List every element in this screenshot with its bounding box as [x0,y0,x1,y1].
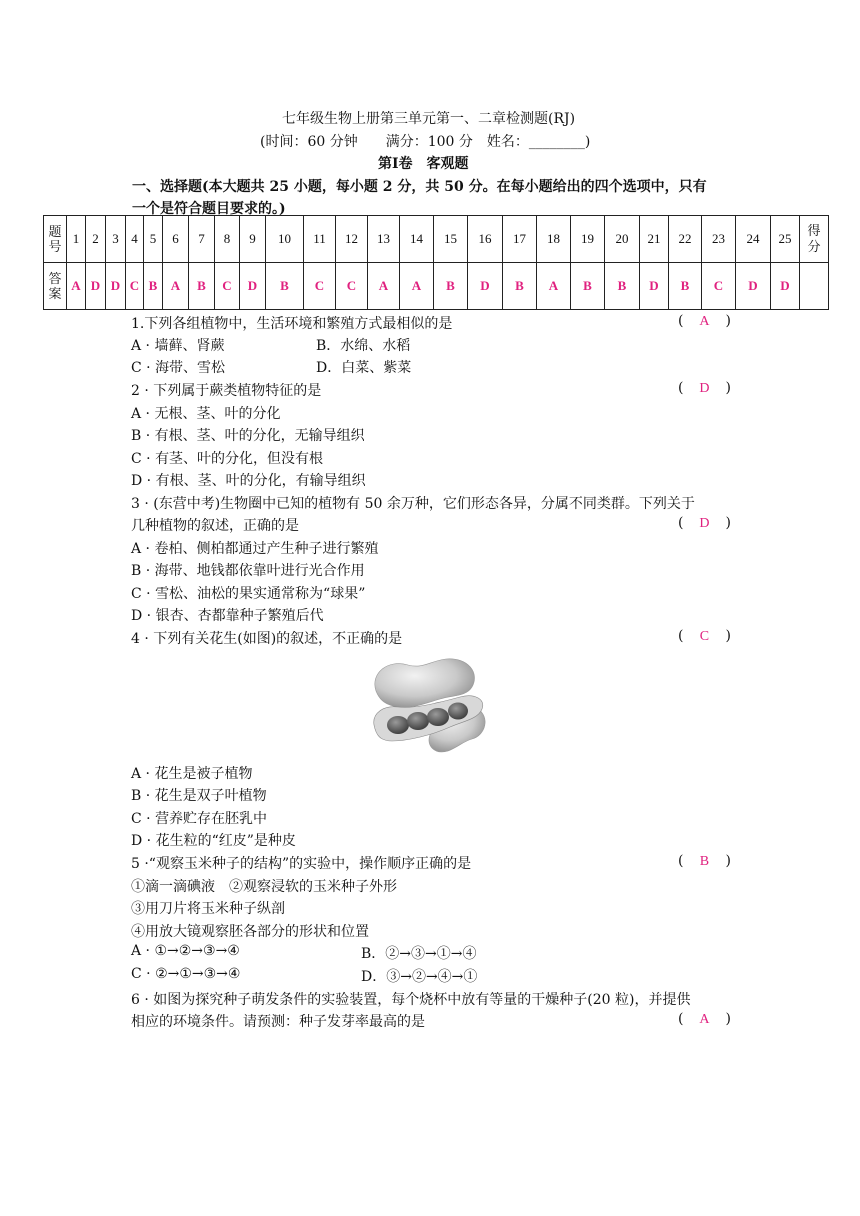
table-cell-answer: D [106,263,126,310]
table-cell-answer: C [304,263,336,310]
table-cell-answer: D [86,263,106,310]
q5-option-a: A · ①→②→③→④ [131,943,240,959]
page-subtitle: (时间：60 分钟 满分：100 分 姓名：________) [260,134,591,150]
q3-answer-bracket: ( D ) [678,515,731,531]
q3-option-d: D · 银杏、杏都靠种子繁殖后代 [131,608,324,624]
table-cell-answer: A [67,263,86,310]
q5-step-3: ③用刀片将玉米种子纵剖 [131,901,285,917]
q5-answer: B [699,854,710,869]
table-cell-number: 11 [304,216,336,263]
q1-option-a: A · 墙藓、肾蕨 [131,338,225,354]
table-cell-number: 8 [215,216,240,263]
q5-answer-bracket: ( B ) [678,853,731,869]
table-cell-number: 6 [163,216,189,263]
score-label: 得 分 [800,216,829,263]
q4-answer-bracket: ( C ) [678,628,731,644]
q3-stem-line1: 3 · (东营中考)生物圈中已知的植物有 50 余万种，它们形态各异，分属不同类群。下列关于 [131,496,695,512]
table-cell-answer: D [736,263,771,310]
table-cell-number: 3 [106,216,126,263]
table-cell-number: 4 [126,216,144,263]
table-cell-answer: B [605,263,640,310]
table-cell-answer: B [144,263,163,310]
table-cell-number: 7 [189,216,215,263]
table-cell-answer: D [640,263,669,310]
q4-stem: 4 · 下列有关花生(如图)的叙述，不正确的是 [131,631,403,647]
q6-answer: A [699,1012,710,1027]
q4-option-b: B · 花生是双子叶植物 [131,788,267,804]
q3-stem-line2: 几种植物的叙述，正确的是 [131,518,299,534]
volume-heading: 第Ⅰ卷 客观题 [378,156,469,172]
q5-step-4: ④用放大镜观察胚各部分的形状和位置 [131,924,369,940]
table-cell-number: 5 [144,216,163,263]
table-cell-number: 1 [67,216,86,263]
q3-option-b: B · 海带、地钱都依靠叶进行光合作用 [131,563,365,579]
table-cell-number: 22 [669,216,702,263]
q6-answer-bracket: ( A ) [678,1011,731,1027]
q4-option-a: A · 花生是被子植物 [131,766,253,782]
table-cell-answer: C [336,263,368,310]
section-heading-line2: 一个是符合题目要求的。) [132,201,286,217]
q1-option-d: D．白菜、紫菜 [316,360,412,376]
q5-option-c: C · ②→①→③→④ [131,966,241,982]
table-cell-answer: A [163,263,189,310]
table-cell-answer: B [434,263,468,310]
q6-stem-line2: 相应的环境条件。请预测：种子发芽率最高的是 [131,1014,425,1030]
table-cell-number: 20 [605,216,640,263]
table-cell-number: 10 [266,216,304,263]
page-title: 七年级生物上册第三单元第一、二章检测题(RJ) [282,111,576,127]
table-cell-answer: A [537,263,571,310]
section-heading-line1: 一、选择题(本大题共 25 小题，每小题 2 分，共 50 分。在每小题给出的四个选项中，只有 [132,179,707,195]
table-cell-number: 9 [240,216,266,263]
table-cell-number: 24 [736,216,771,263]
table-cell-number: 13 [368,216,400,263]
table-cell-answer: C [126,263,144,310]
table-cell-number: 21 [640,216,669,263]
q5-stem: 5 ·“观察玉米种子的结构”的实验中，操作顺序正确的是 [131,856,472,872]
q5-option-b: B．②→③→①→④ [361,946,477,962]
table-cell-number: 23 [702,216,736,263]
score-cell [800,263,829,310]
table-cell-number: 14 [400,216,434,263]
q1-answer: A [699,314,710,329]
table-cell-answer: C [702,263,736,310]
table-cell-answer: D [771,263,800,310]
q4-answer: C [699,629,710,644]
table-cell-number: 25 [771,216,800,263]
q2-option-b: B · 有根、茎、叶的分化，无输导组织 [131,428,365,444]
table-cell-number: 17 [503,216,537,263]
q3-answer: D [699,516,710,531]
q5-option-d: D．③→②→④→① [361,969,478,985]
q1-stem: 1.下列各组植物中，生活环境和繁殖方式最相似的是 [131,316,453,332]
table-cell-number: 12 [336,216,368,263]
table-cell-number: 2 [86,216,106,263]
row-label-number: 题 号 [44,216,67,263]
q3-option-a: A · 卷柏、侧柏都通过产生种子进行繁殖 [131,541,379,557]
table-cell-answer: C [215,263,240,310]
q6-stem-line1: 6 · 如图为探究种子萌发条件的实验装置，每个烧杯中放有等量的干燥种子(20 粒)，并提供 [131,992,691,1008]
table-cell-number: 16 [468,216,503,263]
q2-stem: 2 · 下列属于蕨类植物特征的是 [131,383,322,399]
q2-answer-bracket: ( D ) [678,380,731,396]
table-cell-answer: A [368,263,400,310]
table-cell-answer: B [669,263,702,310]
table-cell-answer: A [400,263,434,310]
q2-option-a: A · 无根、茎、叶的分化 [131,406,281,422]
table-cell-number: 15 [434,216,468,263]
q4-option-c: C · 营养贮存在胚乳中 [131,811,268,827]
row-label-answer: 答 案 [44,263,67,310]
table-cell-answer: B [189,263,215,310]
peanut-image [368,651,492,761]
answer-table [43,215,829,310]
table-cell-answer: B [503,263,537,310]
q4-option-d: D · 花生粒的“红皮”是种皮 [131,833,296,849]
table-cell-answer: B [571,263,605,310]
table-cell-answer: D [240,263,266,310]
q1-option-b: B．水绵、水稻 [316,338,411,354]
q2-option-c: C · 有茎、叶的分化，但没有根 [131,451,324,467]
q1-answer-bracket: ( A ) [678,313,731,329]
q2-option-d: D · 有根、茎、叶的分化，有输导组织 [131,473,366,489]
table-cell-answer: D [468,263,503,310]
q3-option-c: C · 雪松、油松的果实通常称为“球果” [131,586,366,602]
q5-steps-1-2: ①滴一滴碘液 ②观察浸软的玉米种子外形 [131,879,397,895]
table-cell-number: 19 [571,216,605,263]
q1-option-c: C · 海带、雪松 [131,360,226,376]
table-cell-answer: B [266,263,304,310]
table-cell-number: 18 [537,216,571,263]
q2-answer: D [699,381,710,396]
